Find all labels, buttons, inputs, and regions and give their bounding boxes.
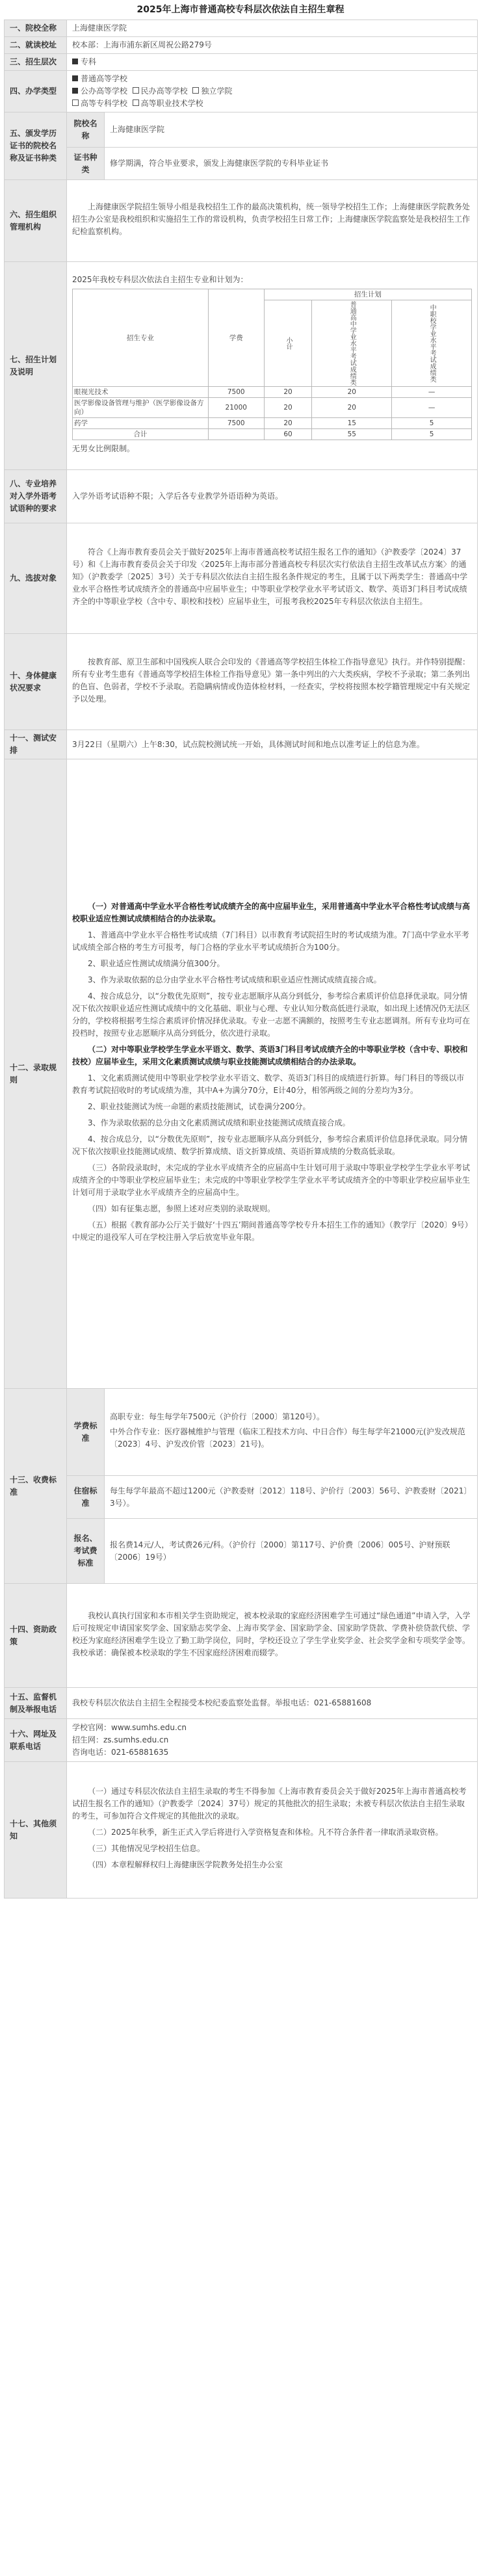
plan-cell: 7500 bbox=[208, 418, 264, 429]
row-fee-dorm bbox=[5, 1476, 478, 1519]
plan-header-fee: 学费 bbox=[208, 289, 264, 387]
admission-site: 招生网：zs.sumhs.edu.cn bbox=[72, 1735, 169, 1744]
label-health: 十、身体健康状况要求 bbox=[5, 634, 67, 730]
row-school-type bbox=[5, 71, 478, 112]
plan-cell: 5 bbox=[392, 418, 472, 429]
label-eligibility: 九、选拔对象 bbox=[5, 523, 67, 634]
plan-header-major: 招生专业 bbox=[73, 289, 209, 387]
row-admin bbox=[5, 180, 478, 262]
rule-b1: 1、文化素质测试使用中等职业学校学业水平语文、数学、英语3门科目的成绩进行折算。每门科目的等级以市教育考试院招收时的考试成绩为准，其中A+为满分70分，E计40分，相邻两级之间的分差均为3分。 bbox=[72, 1073, 465, 1095]
rule-a4: 4、按合成总分，以“分数优先原则”，按专业志愿顺序从高分到低分，参考综合素质评价信息择优录取。同分情况下依次按职业适应性测试成绩中的文化基础、职业与心理、专业认知分数高低进行录取，如出现上述情况仍无法区分的，学校将根据考生综合素质评价情况择优录取。专业一志愿不满额的，按照考生专业志愿调剂。所有专业均可在投档时，按照专业志愿顺序从高分到低分，依次进行录取。 bbox=[72, 991, 471, 1038]
notes bbox=[67, 1762, 478, 1899]
official-site: 学校官网：www.sumhs.edu.cn bbox=[72, 1723, 187, 1732]
row-certificate-school bbox=[5, 112, 478, 148]
plan-row bbox=[73, 418, 472, 429]
rule-c5: （五）根据《教育部办公厅关于做好‘十四五’期间普通高等学校专升本招生工作的通知》（教学厅〔2020〕9号）中规定的退役军人可在学校注册入学后放宽毕业年限。 bbox=[72, 1220, 469, 1242]
plan-cell bbox=[67, 262, 478, 470]
plan-cell: 21000 bbox=[208, 398, 264, 418]
label-level: 三、招生层次 bbox=[5, 54, 67, 71]
label-school-type: 四、办学类型 bbox=[5, 71, 67, 112]
checkbox-unchecked-icon bbox=[192, 87, 199, 94]
admission-rules bbox=[67, 759, 478, 1389]
contact-info bbox=[67, 1719, 478, 1762]
label-fees: 十三、收费标准 bbox=[5, 1389, 67, 1584]
plan-cell: 20 bbox=[312, 398, 392, 418]
campus-address: 校本部：上海市浦东新区周祝公路279号 bbox=[67, 37, 478, 54]
plan-cell: 20 bbox=[312, 387, 392, 398]
row-fee-exam bbox=[5, 1519, 478, 1584]
sublabel-exam: 报名、考试费标准 bbox=[67, 1519, 105, 1584]
rule-a2: 2、职业适应性测试成绩满分值300分。 bbox=[88, 958, 225, 968]
rule-a1: 1、普通高中学业水平合格性考试成绩（7门科目）以市教育考试院招生时的考试成绩为准。7门高中学业水平考试成绩全部合格的考生方可报考，每门合格的学业水平考试成绩折合为100分。 bbox=[72, 930, 469, 952]
plan-cell: 20 bbox=[264, 387, 312, 398]
plan-row bbox=[73, 429, 472, 440]
plan-row bbox=[73, 398, 472, 418]
plan-note: 无男女比例限制。 bbox=[72, 444, 135, 453]
rule-heading-2: （二）对中等职业学校学生学业水平语文、数学、英语3门科目考试成绩齐全的中等职业学校（含中专、职校和技校）应届毕业生，采用文化素质测试成绩与职业技能测试成绩相结合的办法录取。 bbox=[72, 1044, 468, 1066]
plan-cell: 5 bbox=[392, 429, 472, 440]
checkbox-unchecked-icon bbox=[72, 99, 79, 106]
rule-heading-1: （一）对普通高中学业水平合格性考试成绩齐全的高中应届毕业生，采用普通高中学业水平合格性考试成绩与高校职业适应性测试成绩相结合的办法录取。 bbox=[72, 901, 471, 923]
school-name: 上海健康医学院 bbox=[67, 20, 478, 37]
plan-header-subtotal: 小计 bbox=[264, 300, 312, 387]
label-aid: 十四、资助政策 bbox=[5, 1584, 67, 1688]
plan-table bbox=[72, 289, 472, 440]
eligibility-text: 符合《上海市教育委员会关于做好2025年上海市普通高校考试招生报名工作的通知》（沪教委学〔2024〕37号）和《上海市教育委员会关于印发〈2025年上海市部分普通高校专科层次实行依法自主招生改革试点方案〉的通知》（沪教委学〔2025〕3号）关于专科层次依法自主招生报名条件规定的考生，且属于以下两类学生：普通高中学业水平合格性考试成绩齐全的普通高中应届毕业生；中等职业学校学业水平考试语文、数学、英语3门科目考试成绩齐全的中等职业学校（含中专、职校和技校）应届毕业生，可报考我校2025年专科层次依法自主招生。 bbox=[67, 523, 478, 634]
plan-row bbox=[73, 387, 472, 398]
plan-cell: 眼视光技术 bbox=[73, 387, 209, 398]
label-supervision: 十五、监督机制及举报电话 bbox=[5, 1688, 67, 1719]
school-type-options: 普通高等学校 公办高等学校 民办高等学校 独立学院 高等专科学校 高等职业技术学校 bbox=[67, 71, 478, 112]
note-4: （四）本章程解释权归上海健康医学院教务处招生办公室 bbox=[88, 1860, 283, 1869]
dorm-text: 每生每学年最高不超过1200元（沪教委财〔2012〕118号、沪价行〔2003〕56号、沪教委财〔2021〕3号）。 bbox=[105, 1476, 478, 1519]
checkbox-unchecked-icon bbox=[133, 99, 139, 106]
plan-header-high-school: 普通高中学业水平考试成绩类 bbox=[312, 300, 392, 387]
label-admin: 六、招生组织管理机构 bbox=[5, 180, 67, 262]
row-fee-tuition bbox=[5, 1389, 478, 1476]
plan-cell: 7500 bbox=[208, 387, 264, 398]
label-language: 八、专业培养对入学外语考试语种的要求 bbox=[5, 470, 67, 523]
plan-cell: 合计 bbox=[73, 429, 209, 440]
sublabel-tuition: 学费标准 bbox=[67, 1389, 105, 1476]
supervision-text: 我校专科层次依法自主招生全程接受本校纪委监察处监督。举报电话：021-65881608 bbox=[67, 1688, 478, 1719]
plan-cell: — bbox=[392, 387, 472, 398]
row-campus bbox=[5, 37, 478, 54]
row-certificate-type bbox=[5, 148, 478, 180]
label-plan: 七、招生计划及说明 bbox=[5, 262, 67, 470]
row-school-name bbox=[5, 20, 478, 37]
row-notes bbox=[5, 1762, 478, 1899]
test-text: 3月22日（星期六）上午8:30，试点院校测试统一开始，具体测试时间和地点以准考证上的信息为准。 bbox=[67, 730, 478, 759]
label-contact: 十六、网址及联系电话 bbox=[5, 1719, 67, 1762]
plan-cell: 60 bbox=[264, 429, 312, 440]
label-test: 十一、测试安排 bbox=[5, 730, 67, 759]
plan-cell: 15 bbox=[312, 418, 392, 429]
plan-cell: 55 bbox=[312, 429, 392, 440]
rule-a3: 3、作为录取依据的总分由学业水平合格性考试成绩和职业适应性测试成绩直接合成。 bbox=[88, 975, 382, 984]
plan-cell: — bbox=[392, 398, 472, 418]
checkbox-unchecked-icon bbox=[133, 87, 139, 94]
plan-cell bbox=[208, 429, 264, 440]
rule-c4: （四）如有征集志愿，参照上述对应类别的录取规则。 bbox=[88, 1203, 276, 1213]
plan-header-vocational: 中职校学业水平考试成绩类 bbox=[392, 300, 472, 387]
rule-b2: 2、职业技能测试为统一命题的素质技能测试，试卷满分200分。 bbox=[88, 1101, 311, 1111]
label-admission: 十二、录取规则 bbox=[5, 759, 67, 1389]
row-contact bbox=[5, 1719, 478, 1762]
admin-text: 上海健康医学院招生领导小组是我校招生工作的最高决策机构，统一领导学校招生工作；上海健康医学院教务处招生办公室是我校组织和实施招生工作的常设机构，负责学校招生日常工作；上海健康医学院监察处是我校招生工作纪检监察机构。 bbox=[67, 180, 478, 262]
level-value: 专科 bbox=[67, 54, 478, 71]
row-test bbox=[5, 730, 478, 759]
exam-fee-text: 报名费14元/人，考试费26元/科。（沪价行〔2000〕第117号、沪价费〔2006〕005号、沪财预联〔2006〕19号） bbox=[105, 1519, 478, 1584]
row-eligibility bbox=[5, 523, 478, 634]
rule-b4: 4、按合成总分，以“分数优先原则”，按专业志愿顺序从高分到低分，参考综合素质评价信息择优录取。同分情况下依次按职业技能测试成绩、数学折算成绩、语文折算成绩、英语折算成绩的分数高低录取。 bbox=[72, 1134, 468, 1156]
plan-cell: 20 bbox=[264, 418, 312, 429]
rule-b3: 3、作为录取依据的总分由文化素质测试成绩和职业技能测试成绩直接合成。 bbox=[88, 1118, 350, 1127]
certificate-school: 上海健康医学院 bbox=[105, 112, 478, 148]
plan-cell: 20 bbox=[264, 398, 312, 418]
row-supervision bbox=[5, 1688, 478, 1719]
label-notes: 十七、其他须知 bbox=[5, 1762, 67, 1899]
row-plan bbox=[5, 262, 478, 470]
label-certificate: 五、颁发学历证书的院校名称及证书种类 bbox=[5, 112, 67, 180]
health-text: 按教育部、原卫生部和中国残疾人联合会印发的《普通高等学校招生体检工作指导意见》执行。并作特别提醒：所有专业考生患有《普通高等学校招生体检工作指导意见》第一条中列出的六大类疾病，学校不予录取；第二条列出的色盲、色弱者，学校不予录取。若隐瞒病情或伪造体检材料，一经查实，学校将按照本校学籍管理规定中有关规定予以处理。 bbox=[67, 634, 478, 730]
sublabel-school: 院校名称 bbox=[67, 112, 105, 148]
phone: 咨询电话：021-65881635 bbox=[72, 1748, 169, 1757]
checkbox-checked-icon bbox=[72, 59, 78, 64]
plan-cell: 药学 bbox=[73, 418, 209, 429]
tuition-text: 高职专业：每生每学年7500元（沪价行〔2000〕第120号）。 中外合作专业：医疗器械维护与管理（临床工程技术方向、中日合作）每生每学年21000元(沪发改规范〔2023〕4号、沪发改价管〔2023〕21号)。 bbox=[105, 1389, 478, 1476]
row-language bbox=[5, 470, 478, 523]
row-admission bbox=[5, 759, 478, 1389]
checkbox-checked-icon bbox=[72, 88, 78, 94]
plan-intro: 2025年我校专科层次依法自主招生专业和计划为： bbox=[72, 275, 248, 284]
row-level bbox=[5, 54, 478, 71]
page-title: 2025年上海市普通高校专科层次依法自主招生章程 bbox=[136, 5, 344, 15]
language-text: 入学外语考试语种不限；入学后各专业教学外语语种为英语。 bbox=[67, 470, 478, 523]
note-1: （一）通过专科层次依法自主招生录取的考生不得参加《上海市教育委员会关于做好2025年上海市普通高校考试招生报名工作的通知》（沪教委学〔2024〕37号）规定的其他批次的招生录取；未被专科层次依法自主招生录取的考生，可参加符合文件规定的其他批次的录取。 bbox=[72, 1786, 467, 1820]
plan-cell: 医学影像设备管理与维护（医学影像设备方向） bbox=[73, 398, 209, 418]
aid-text: 我校认真执行国家和本市相关学生资助规定，被本校录取的家庭经济困难学生可通过“绿色通道”申请入学，入学后可按规定申请国家奖学金、国家励志奖学金、上海市奖学金、国家助学金、国家助学贷款、学费补偿贷款代偿、学校还为家庭经济困难学生设立了勤工助学岗位，同时，学校还设立了学生学业奖学金、社会奖学金和专项奖学金等。我校承诺：确保被本校录取的学生不因家庭经济困难而辍学。 bbox=[67, 1584, 478, 1688]
sublabel-cert-type: 证书种类 bbox=[67, 148, 105, 180]
charter-table bbox=[4, 20, 478, 1899]
rule-c3: （三）各阶段录取时，未完成的学业水平成绩齐全的应届高中生计划可用于录取中等职业学校学生学业水平考试成绩齐全的中等职业学校应届毕业生；未完成的中等职业学校学生学业水平考试成绩齐全的中等职业学校应届毕业生计划可用于录取学业水平成绩齐全的应届高中生。 bbox=[72, 1163, 471, 1197]
row-health bbox=[5, 634, 478, 730]
plan-header-group: 招生计划 bbox=[264, 289, 471, 300]
note-3: （三）其他情况见学校招生信息。 bbox=[88, 1843, 205, 1853]
note-2: （二）2025年秋季，新生正式入学后将进行入学资格复查和体检。凡不符合条件者一律取消录取资格。 bbox=[88, 1827, 443, 1837]
label-school-name: 一、院校全称 bbox=[5, 20, 67, 37]
label-campus: 二、就读校址 bbox=[5, 37, 67, 54]
sublabel-dorm: 住宿标准 bbox=[67, 1476, 105, 1519]
certificate-type: 修学期满，符合毕业要求，颁发上海健康医学院的专科毕业证书 bbox=[105, 148, 478, 180]
checkbox-checked-icon bbox=[72, 75, 78, 81]
row-aid bbox=[5, 1584, 478, 1688]
